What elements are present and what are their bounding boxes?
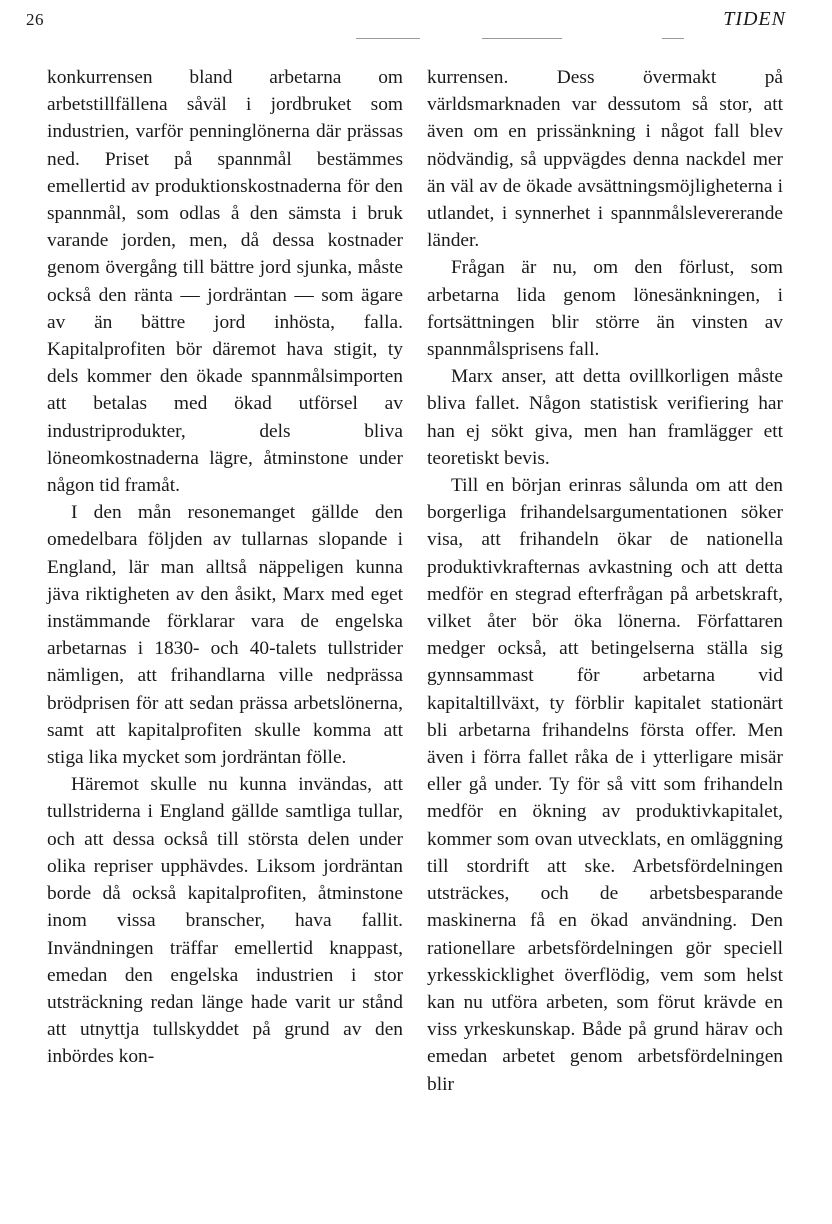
left-paragraph-2: I den mån resonemanget gällde den omedelbara följden av tullarnas slopande i England, lär man alltså näppeligen kunna jäva riktigheten av den åsikt, Marx med eget instämmande förklarar vara de engelska arbetarnas i 1830- och 40-talets tullstrider nämligen, att frihandlarna ville nedprässa brödprisen för att sedan prässa arbetslönerna, samt att kapitalprofiten skulle komma att stiga lika mycket som jordräntan fölle. <box>47 502 403 769</box>
journal-title: TIDEN <box>723 8 786 30</box>
header-rule-2 <box>482 38 562 39</box>
header-rule-1 <box>356 38 420 39</box>
left-paragraph-3: Häremot skulle nu kunna invändas, att tullstriderna i England gällde samtliga tullar, och att dessa också till största delen under olika repriser upphävdes. Liksom jordräntan borde då också kapitalprofiten, åtminstone inom vissa branscher, hava fallit. Invändningen träffar emellertid knappast, emedan den engelska industrien i stor utsträckning redan länge hade varit ur stånd att utnyttja tullskyddet på grund av den inbördes kon- <box>47 774 403 1068</box>
right-paragraph-3: Marx anser, att detta ovillkorligen måste bliva fallet. Någon statistisk verifiering har han ej sökt giva, men han framlägger ett teoretiskt bevis. <box>427 366 783 469</box>
right-paragraph-2: Frågan är nu, om den förlust, som arbetarna lida genom lönesänkningen, i fortsättningen blir större än vinsten av spannmålsprisens fall. <box>427 257 783 361</box>
page-number: 26 <box>26 10 44 29</box>
left-column <box>47 64 403 1071</box>
right-paragraph-1: kurrensen. Dess övermakt på världsmarknaden var dessutom så stor, att även om en prissänkning i något fall blev nödvändig, så uppvägdes denna nackdel mer än väl av de ökade avsättningsmöjligheterna i utlandet, i synnerhet i spannmålslevererande länder. <box>427 67 783 252</box>
left-paragraph-1: konkurrensen bland arbetarna om arbetstillfällena såväl i jordbruket som industrien, varför penninglönerna där prässas ned. Priset på spannmål bestämmes emellertid av produktionskostnaderna för den spannmål, som odlas å den sämsta i bruk varande jorden, men, då dessa kostnader genom övergång till bättre jord sjunka, måste också den ränta — jordräntan — som ägare av än bättre jord inhösta, falla. Kapitalprofiten bör däremot hava stigit, ty dels kommer den ökade spannmålsimporten att betalas med ökad utförsel av industriprodukter, dels bliva löneomkostnaderna lägre, åtminstone under någon tid framåt. <box>47 67 403 497</box>
right-paragraph-4: Till en början erinras sålunda om att den borgerliga frihandelsargumentationen söker visa, att frihandeln ökar de nationella produktivkrafternas avkastning och att detta medför en stegrad efterfrågan på arbetskraft, vilket åter bör öka lönerna. Författaren medger också, att betingelserna ställa sig gynnsammast för arbetarna vid kapitaltillväxt, ty förblir kapitalet stationärt bli arbetarna frihandelns första offer. Men även i förra fallet råka de i ytterligare misär eller gå under. Ty för så vitt som frihandeln medför en ökning av produktivkapitalet, kommer som ovan utvecklats, en omläggning till stordrift att ske. Arbetsfördelningen utsträckes, och de arbetsbesparande maskinerna få en ökad användning. Den rationellare arbetsfördelningen gör speciell yrkesskicklighet överflödig, vem som helst kan nu utföra arbeten, som förut krävde en viss yrkeskunskap. Både på grund härav och emedan arbetet genom arbetsfördelningen blir <box>427 475 783 1095</box>
right-column <box>427 64 783 1098</box>
header-rule-3 <box>662 38 684 39</box>
